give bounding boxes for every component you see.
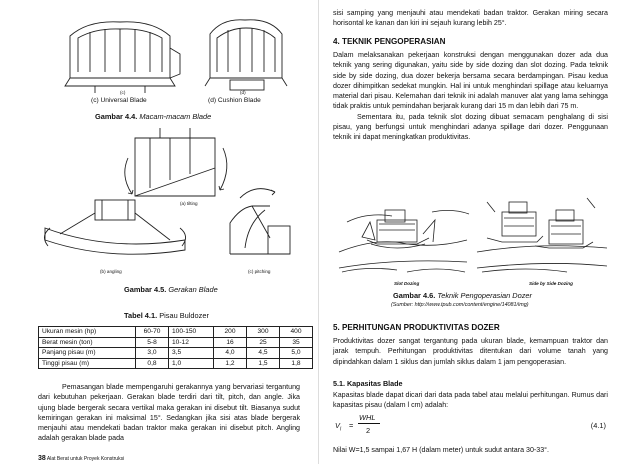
fig46-caption-num: Gambar 4.6.: [393, 291, 436, 300]
left-paragraph-text: Pemasangan blade mempengaruhi gerakannya yang bervariasi tergantung dari kebutuhan pekerjaan. Gerakan blade terdiri dari tilt, pitch, dan angle. Jika ujung blade bergerak secara vertikal maka gerakan ini disebut tilt. Biasanya sudut kemiringan gerakan ini maksimal 15°. Sedangkan jika sisi atas blade bergerak menjauhi atau mendekati badan traktor maka gerakan ini disebut pitch. Angling adalah gerakan blade pada: [38, 383, 300, 443]
section-4-paragraph-1: Dalam melaksanakan pekerjaan konstruksi dengan menggunakan dozer ada dua teknik yang sering digunakan, yaitu side by side dozing dan slot dozing. Pada teknik side by side dozing, dua dozer bekerja bersama secara berdampingan. Pisau kedua dozer dihimpitkan sedekat mungkin. Hal ini untuk menghindari spillage atau keluarnya material dari pisau. Kelemahan dari teknik ini adalah manuver alat yang lama sehingga tidak praktis untuk pemindahan berjarak kurang dari 15 m dan lebih dari 75 m.: [333, 51, 608, 111]
table-row: [39, 358, 313, 369]
left-footer: [38, 455, 124, 462]
section-5-body: [333, 336, 608, 367]
table-cell: 100-150: [169, 327, 214, 338]
fig45-label-pitching: (c) pitching: [248, 269, 271, 274]
formula-denominator: 2: [366, 426, 371, 435]
table-row: [39, 348, 313, 359]
table-cell: 200: [214, 327, 247, 338]
table-cell: 0,8: [136, 358, 169, 369]
table-row-header: Panjang pisau (m): [39, 348, 136, 359]
fig46-caption: [393, 291, 532, 300]
table-row: [39, 337, 313, 348]
fig44-caption-num: Gambar 4.4.: [95, 112, 138, 121]
formula-numerator: WHL: [359, 413, 376, 422]
fig44-caption-d: (d) Cushion Blade: [208, 97, 261, 104]
page-number: 38: [38, 455, 46, 462]
subsection-5-1-body: [333, 390, 608, 411]
blade-movement-drawings-fig45: [40, 128, 300, 276]
fig45-caption-num: Gambar 4.5.: [124, 285, 167, 294]
left-body-paragraph: [38, 382, 300, 444]
table-caption: [124, 311, 209, 320]
fig44-caption-c: (c) Universal Blade: [91, 97, 147, 104]
formula-lhs-sub: l: [339, 426, 342, 433]
section-5-paragraph-1: Produktivitas dozer sangat tergantung pada ukuran blade, kemampuan traktor dan jarak tempuh. Perhitungan produktivitas ditentukan dari volume tanah yang dipindahkan dalam 1 siklus dan jumlah siklus dalam 1 jam pengoperasian.: [333, 337, 608, 366]
formula-number: (4.1): [590, 421, 606, 430]
table-cell: 16: [214, 337, 247, 348]
fig44-caption: [95, 112, 211, 121]
fig45-caption: [124, 285, 218, 294]
bulldozer-blade-table: [38, 326, 313, 369]
fig44-caption-text: Macam-macam Blade: [139, 112, 212, 121]
formula-fraction-bar: [358, 423, 380, 424]
table-cell: 1,5: [247, 358, 280, 369]
table-caption-text: Pisau Buldozer: [159, 311, 209, 320]
table-cell: 60-70: [136, 327, 169, 338]
table-cell: 5-8: [136, 337, 169, 348]
table-cell: 1,8: [280, 358, 313, 369]
right-intro-text: sisi samping yang menjauhi atau mendekati badan traktor. Gerakan miring secara horisontal ke kanan dan kiri ini sejauh kurang lebih 25°.: [333, 9, 608, 28]
table-cell: 3,5: [169, 348, 214, 359]
formula-4-1: $V_l$ = WHL 2 (4.1): [335, 413, 606, 435]
right-intro-paragraph: [333, 8, 608, 29]
table-row-header: Tinggi pisau (m): [39, 358, 136, 369]
fig45-label-tilting: (a) tilting: [180, 201, 198, 206]
table-cell: 10-12: [169, 337, 214, 348]
table-cell: 4,0: [214, 348, 247, 359]
last-line-text: Nilai W=1,5 sampai 1,67 H (dalam meter) untuk sudut antara 30-33°.: [333, 446, 549, 454]
section-5-heading: 5. PERHITUNGAN PRODUKTIVITAS DOZER: [333, 323, 500, 332]
table-row: [39, 327, 313, 338]
dozing-technique-drawings-fig46: [337, 182, 609, 280]
table-cell: 400: [280, 327, 313, 338]
table-cell: 3,0: [136, 348, 169, 359]
fig46-source: (Sumber: http://www.tpub.com/content/engine/14081/img): [391, 302, 529, 308]
fig46-caption-text: Teknik Pengoperasian Dozer: [437, 291, 533, 300]
table-row-header: Berat mesin (ton): [39, 337, 136, 348]
last-line: [333, 445, 618, 455]
table-cell: 5,0: [280, 348, 313, 359]
fig46-label-slot: Slot Dozing: [394, 281, 420, 286]
table-cell: 1,0: [169, 358, 214, 369]
table-cell: 35: [280, 337, 313, 348]
section-4-body: [333, 50, 608, 143]
table-caption-num: Tabel 4.1.: [124, 311, 158, 320]
subsection-5-1-paragraph: Kapasitas blade dapat dicari dari data pada tabel atau melalui perhitungan. Rumus dari kapasitas pisau (dalam l cm) adalah:: [333, 391, 608, 410]
right-page: [319, 0, 638, 464]
table-cell: 1,2: [214, 358, 247, 369]
section-4-paragraph-2: Sementara itu, pada teknik slot dozing dibuat semacam penghalang di sisi pisau, yang berfungsi untuk menghindari adanya spillage dari dozer. Penggunaan teknik ini dapat meningkatkan produktivitas.: [333, 112, 608, 142]
formula-lhs: V: [335, 421, 340, 430]
fig46-label-side: Side by Side Dozing: [529, 281, 573, 286]
blade-drawings-fig44: [60, 8, 290, 98]
book-title: Alat Berat untuk Proyek Konstruksi: [46, 456, 125, 462]
table-cell: 25: [247, 337, 280, 348]
fig44-label-c: (c): [120, 90, 126, 95]
fig45-label-angling: (b) angling: [100, 269, 122, 274]
table-cell: 300: [247, 327, 280, 338]
table-row-header: Ukuran mesin (hp): [39, 327, 136, 338]
table-cell: 4,5: [247, 348, 280, 359]
fig45-caption-text: Gerakan Blade: [168, 285, 218, 294]
fig44-label-d: (d): [240, 90, 246, 95]
subsection-5-1-heading: 5.1. Kapasitas Blade: [333, 379, 403, 388]
section-4-heading: 4. TEKNIK PENGOPERASIAN: [333, 37, 446, 46]
